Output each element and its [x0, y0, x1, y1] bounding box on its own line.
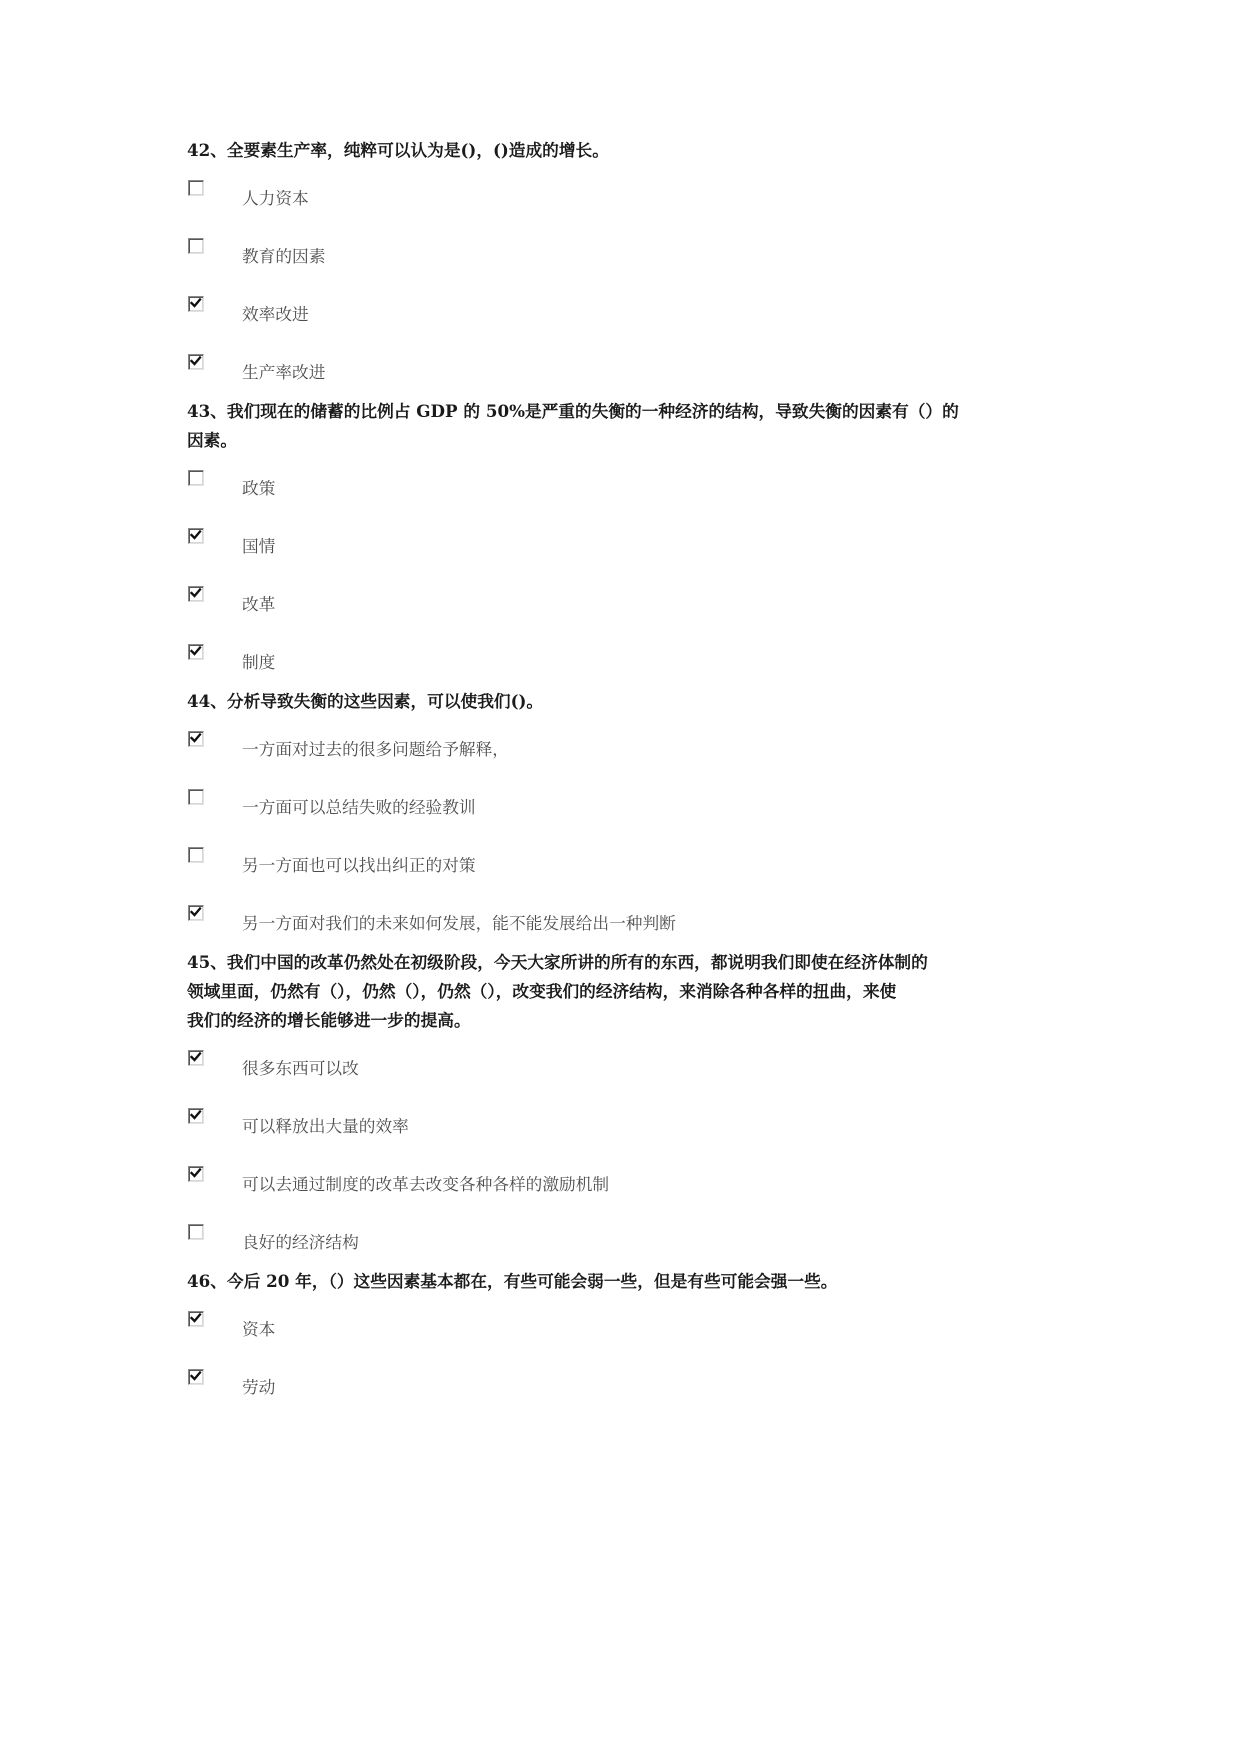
answer-label: 另一方面对我们的未来如何发展，能不能发展给出一种判断: [242, 913, 676, 933]
answer-option: [187, 455, 967, 513]
answer-checkbox[interactable]: [188, 905, 204, 921]
answer-option: [187, 165, 967, 223]
answer-option: [187, 832, 967, 890]
checkmark-icon: [189, 297, 203, 311]
question-stem: 42、全要素生产率，纯粹可以认为是()，()造成的增长。: [187, 140, 609, 160]
answer-label: 可以释放出大量的效率: [242, 1116, 409, 1136]
checkmark-icon: [189, 587, 203, 601]
answer-option: [187, 1093, 967, 1151]
answer-option: [187, 281, 967, 339]
answer-checkbox[interactable]: [188, 731, 204, 747]
answer-label: 人力资本: [242, 188, 309, 208]
answer-option: [187, 1296, 967, 1354]
answer-checkbox[interactable]: [188, 1108, 204, 1124]
answer-label: 资本: [242, 1319, 276, 1339]
checkmark-icon: [189, 906, 203, 920]
answer-option: [187, 339, 967, 397]
question-43: [187, 397, 967, 687]
answer-label: 政策: [242, 478, 276, 498]
answer-option: [187, 774, 967, 832]
answer-checkbox[interactable]: [188, 528, 204, 544]
answer-label: 可以去通过制度的改革去改变各种各样的激励机制: [242, 1174, 610, 1194]
question-44: [187, 687, 967, 948]
quiz-content: [187, 136, 967, 1412]
answer-label: 一方面对过去的很多问题给予解释，: [242, 739, 509, 759]
checkmark-icon: [189, 529, 203, 543]
answer-option: [187, 1354, 967, 1412]
answer-option: [187, 571, 967, 629]
answer-label: 生产率改进: [242, 362, 326, 382]
answer-checkbox[interactable]: [188, 180, 204, 196]
answer-checkbox[interactable]: [188, 1050, 204, 1066]
checkmark-icon: [189, 1051, 203, 1065]
answer-label: 一方面可以总结失败的经验教训: [242, 797, 476, 817]
checkmark-icon: [189, 1167, 203, 1181]
answer-label: 很多东西可以改: [242, 1058, 359, 1078]
question-stem: 领域里面，仍然有（），仍然（），仍然（），改变我们的经济结构，来消除各种各样的扭曲，来使: [187, 981, 897, 1001]
checkmark-icon: [189, 732, 203, 746]
answer-checkbox[interactable]: [188, 1224, 204, 1240]
answer-checkbox[interactable]: [188, 238, 204, 254]
answer-label: 效率改进: [242, 304, 309, 324]
question-stem: 因素。: [187, 430, 238, 450]
checkmark-icon: [189, 1312, 203, 1326]
answer-option: [187, 513, 967, 571]
answer-checkbox[interactable]: [188, 1311, 204, 1327]
question-46: [187, 1267, 967, 1412]
answer-option: [187, 629, 967, 687]
checkmark-icon: [189, 1370, 203, 1384]
answer-label: 另一方面也可以找出纠正的对策: [242, 855, 476, 875]
answer-option: [187, 1035, 967, 1093]
answer-checkbox[interactable]: [188, 354, 204, 370]
answer-label: 国情: [242, 536, 276, 556]
answer-option: [187, 716, 967, 774]
question-45: [187, 948, 967, 1267]
question-stem: 44、分析导致失衡的这些因素，可以使我们()。: [187, 691, 544, 711]
answer-checkbox[interactable]: [188, 1369, 204, 1385]
answer-label: 教育的因素: [242, 246, 326, 266]
answer-checkbox[interactable]: [188, 470, 204, 486]
answer-checkbox[interactable]: [188, 296, 204, 312]
answer-label: 劳动: [242, 1377, 276, 1397]
answer-checkbox[interactable]: [188, 644, 204, 660]
answer-option: [187, 1151, 967, 1209]
answer-label: 制度: [242, 652, 276, 672]
question-stem: 我们的经济的增长能够进一步的提高。: [187, 1010, 471, 1030]
answer-option: [187, 1209, 967, 1267]
checkmark-icon: [189, 1109, 203, 1123]
answer-label: 改革: [242, 594, 276, 614]
answer-checkbox[interactable]: [188, 1166, 204, 1182]
answer-checkbox[interactable]: [188, 847, 204, 863]
checkmark-icon: [189, 355, 203, 369]
question-stem: 45、我们中国的改革仍然处在初级阶段，今天大家所讲的所有的东西，都说明我们即使在经济体制的: [187, 952, 928, 972]
question-42: [187, 136, 967, 397]
answer-label: 良好的经济结构: [242, 1232, 359, 1252]
question-stem: 43、我们现在的储蓄的比例占 GDP 的 50%是严重的失衡的一种经济的结构，导致失衡的因素有（）的: [187, 401, 959, 421]
answer-checkbox[interactable]: [188, 789, 204, 805]
checkmark-icon: [189, 645, 203, 659]
answer-option: [187, 890, 967, 948]
answer-checkbox[interactable]: [188, 586, 204, 602]
question-stem: 46、今后 20 年，（）这些因素基本都在，有些可能会弱一些，但是有些可能会强一些。: [187, 1271, 838, 1291]
answer-option: [187, 223, 967, 281]
